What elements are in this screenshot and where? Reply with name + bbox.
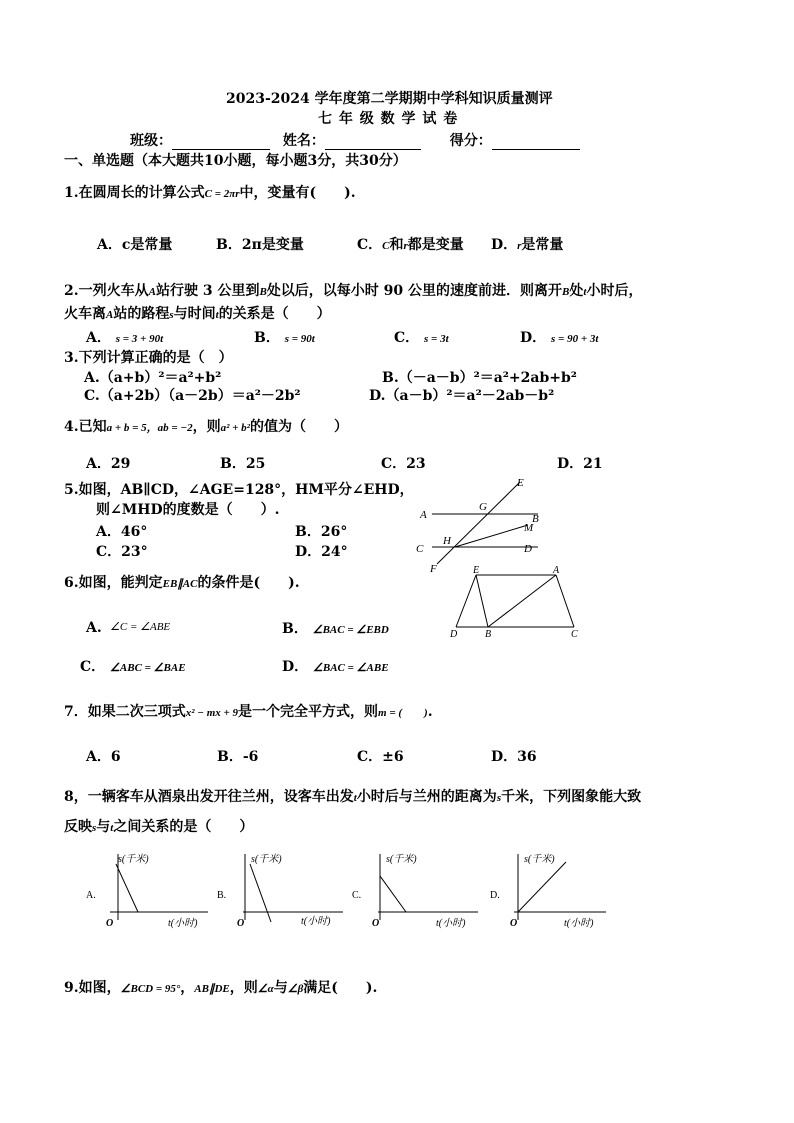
q6-opt-c-label: C． (80, 659, 106, 675)
q9-condition-2: AB∥DE (194, 983, 230, 995)
q2-t6: 火车离 (64, 306, 106, 322)
name-blank[interactable] (325, 135, 421, 150)
line-ac (556, 575, 574, 627)
q6-t2: 的条件是( ). (197, 575, 300, 591)
q8-t5: 与 (96, 819, 111, 835)
q2-t9: 的关系是（ ） (218, 306, 331, 322)
q8-t4: 反映 (64, 819, 92, 835)
q8-var-s2: s (92, 822, 97, 834)
fig6-label-c: C (571, 629, 578, 640)
q2-option-b[interactable] (254, 327, 315, 347)
fig5-label-b: B (532, 513, 539, 525)
q4-option-d[interactable]: D．21 (557, 456, 603, 472)
graph-c-x-axis: t(小时) (436, 918, 466, 929)
q5-option-c[interactable]: C．23° (96, 544, 148, 560)
question-3-stem: 3.下列计算正确的是（ ） (64, 350, 233, 366)
score-label: 得分： (449, 133, 492, 149)
question-6-stem (64, 572, 300, 592)
q8-var-t2: t (110, 822, 114, 834)
q3-option-b[interactable]: B.（－a－b）²＝a²+2ab+b² (382, 370, 577, 386)
class-label: 班级： (130, 133, 172, 149)
q2-opt-d-label: D． (520, 330, 547, 346)
question-7-stem (64, 701, 433, 721)
fig6-label-b: B (485, 629, 492, 640)
q2-opt-b-expr: s = 90t (284, 333, 315, 345)
q6-opt-c-expr: ∠ABC = ∠BAE (110, 662, 186, 674)
q1-opt-c-text: 都是变量 (407, 237, 464, 253)
q7-option-c[interactable]: C．±6 (357, 749, 404, 765)
q8-t3: 千米，下列图象能大致 (501, 789, 642, 805)
q6-t1: 6.如图，能判定 (64, 575, 163, 591)
q4-expression: a² + b² (220, 422, 250, 434)
q2-var-s1: s (169, 309, 174, 321)
q6-opt-b-label: B． (282, 621, 308, 637)
graph-a-label: A. (86, 890, 96, 901)
q2-opt-a-label: A． (86, 330, 111, 346)
q9-alpha: ∠α (257, 983, 274, 995)
q4-t1: 4.已知 (64, 419, 107, 435)
q9-condition-1: ∠BCD = 95° (120, 983, 181, 995)
q2-opt-c-expr: s = 3t (424, 333, 449, 345)
q1-text-b: 中，变量有( ). (239, 185, 356, 201)
q7-expression: x² − mx + 9 (185, 707, 239, 719)
q7-m: m = ( ) (378, 707, 428, 719)
q2-option-a[interactable] (86, 327, 163, 347)
q6-option-a-expr: ∠C = ∠ABE (110, 621, 171, 633)
graph-d-label: D. (490, 890, 500, 901)
q3-option-c[interactable]: C.（a+2b）（a－2b）＝a²－2b² (84, 388, 301, 404)
q4-t3: 的值为（ ） (249, 419, 348, 435)
line-eb (476, 575, 488, 627)
question-2-line-1 (64, 280, 642, 300)
q9-t3: 满足( ). (303, 980, 378, 996)
q7-option-a[interactable]: A．6 (86, 749, 121, 765)
fig5-label-c: C (416, 543, 424, 555)
question-4-stem (64, 416, 348, 436)
q1-text-a: 1.在圆周长的计算公式 (64, 185, 205, 201)
q8-graph-b[interactable] (215, 850, 355, 932)
graph-b-label: B. (217, 890, 227, 901)
q9-t1: 9.如图， (64, 980, 121, 996)
q2-t2: 站行驶 3 公里到 (155, 283, 260, 299)
line-de (456, 575, 476, 627)
q2-var-b2: B (562, 286, 570, 298)
q2-option-d[interactable] (520, 327, 598, 347)
q8-var-t1: t (353, 792, 357, 804)
question-8-line-1 (64, 786, 641, 806)
q2-opt-d-expr: s = 90 + 3t (551, 333, 599, 345)
q9-and: 与 (273, 980, 288, 996)
q8-graph-c[interactable] (350, 850, 490, 932)
q4-option-c[interactable]: C．23 (381, 456, 426, 472)
q6-option-c[interactable] (80, 656, 186, 676)
q1-formula: C = 2πr (204, 188, 240, 200)
student-info-row (130, 130, 580, 150)
q6-opt-a-label: A. (86, 620, 102, 636)
graph-b-origin: O (237, 918, 245, 929)
question-5-line-2: 则∠MHD的度数是（ ）. (96, 502, 280, 518)
graph-c-origin: O (372, 918, 380, 929)
line-ef (437, 482, 520, 564)
q7-t3: . (427, 704, 433, 720)
question-1-stem (64, 182, 356, 202)
q5-option-a[interactable]: A．46° (96, 524, 148, 540)
question-5-line-1: 5.如图，AB∥CD，∠AGE=128°，HM平分∠EHD， (64, 482, 414, 498)
graph-a-x-axis: t(小时) (168, 918, 198, 929)
q2-opt-b-label: B． (254, 330, 280, 346)
q2-t5: 小时后， (586, 283, 643, 299)
exam-title: 2023-2024 学年度第二学期期中学科知识质量测评 (226, 91, 553, 107)
graph-d-y-axis: s(千米) (524, 854, 555, 865)
class-blank[interactable] (172, 135, 270, 150)
q2-var-a2: A (106, 309, 114, 321)
q2-opt-c-label: C． (394, 330, 420, 346)
q3-option-d[interactable]: D.（a－b）²＝a²－2ab－b² (369, 388, 555, 404)
q8-graph-a[interactable] (80, 850, 220, 932)
q1-option-c[interactable] (357, 234, 464, 254)
fig5-label-a: A (420, 509, 427, 521)
q1-opt-c-and: 和 (389, 237, 404, 253)
q2-option-c[interactable] (394, 327, 449, 347)
q2-t1: 2.一列火车从 (64, 283, 149, 299)
fig5-label-h: H (443, 535, 451, 547)
q1-option-b[interactable]: B．2π是变量 (216, 237, 304, 253)
q8-t2: 小时后与兰州的距离为 (356, 789, 497, 805)
q5-option-d[interactable]: D．24° (295, 544, 348, 560)
q7-option-b[interactable]: B．-6 (217, 749, 259, 765)
q8-t1: 8，一辆客车从酒泉出发开往兰州，设客车出发 (64, 789, 354, 805)
q2-var-b1: B (259, 286, 267, 298)
q8-graph-d[interactable] (488, 850, 618, 932)
q2-t4: 处 (569, 283, 584, 299)
exam-subtitle: 七 年 级 数 学 试 卷 (318, 111, 459, 127)
question-9-stem (64, 977, 377, 997)
q1-opt-c-var-r: r (403, 240, 408, 252)
q1-opt-c-var-c: C (382, 240, 390, 252)
q7-t2: 是一个完全平方式，则 (238, 704, 379, 720)
q1-opt-d-label: D． (491, 237, 518, 253)
q6-opt-b-expr: ∠BAC = ∠EBD (312, 624, 389, 636)
q6-option-d[interactable] (282, 656, 389, 676)
q6-condition: EB∥AC (162, 578, 198, 590)
fig5-label-d: D (524, 543, 532, 555)
q1-option-a[interactable]: A．c是常量 (97, 237, 173, 253)
q2-var-t2: t (215, 309, 219, 321)
graph-c-y-axis: s(千米) (386, 854, 417, 865)
fig5-label-g: G (479, 501, 487, 513)
fig5-label-f: F (430, 563, 437, 575)
q4-option-a[interactable]: A．29 (86, 456, 131, 472)
q4-condition: a + b = 5，ab = −2 (106, 422, 193, 434)
graph-b-x-axis: t(小时) (301, 916, 331, 927)
q9-beta: ∠β (287, 983, 304, 995)
fig6-label-a: A (553, 565, 560, 576)
q7-option-d[interactable]: D．36 (491, 749, 537, 765)
q2-t8: 与时间 (173, 306, 216, 322)
line-ba (488, 575, 556, 627)
graph-c-label: C. (352, 890, 362, 901)
q6-option-b[interactable] (282, 618, 389, 638)
fig5-label-m: M (524, 522, 534, 534)
section-heading: 一、单选题（本大题共10小题，每小题3分，共30分） (64, 153, 407, 169)
q2-t3: 处以后，以每小时 90 公里的速度前进．则离开 (266, 283, 563, 299)
q4-option-b[interactable]: B．25 (220, 456, 266, 472)
q7-t1: 7．如果二次三项式 (64, 704, 186, 720)
question-8-line-2 (64, 816, 253, 836)
q6-option-a[interactable] (86, 620, 102, 636)
q9-t2: ，则 (229, 980, 258, 996)
q1-opt-d-var-r: r (517, 240, 522, 252)
q9-sep: ， (180, 980, 195, 996)
q2-opt-a-expr: s = 3 + 90t (115, 333, 164, 345)
q2-var-t1: t (583, 286, 587, 298)
fig6-label-d: D (450, 629, 458, 640)
q2-t7: 站的路程 (113, 306, 170, 322)
name-label: 姓名： (282, 133, 325, 149)
q8-var-s1: s (496, 792, 502, 804)
fig6-label-e: E (473, 565, 480, 576)
q4-t2: ，则 (192, 419, 221, 435)
graph-a-origin: O (106, 918, 114, 929)
q5-option-b[interactable]: B．26° (295, 524, 348, 540)
score-blank[interactable] (492, 135, 580, 150)
q6-opt-d-expr: ∠BAC = ∠ABE (313, 662, 389, 674)
q8-t6: 之间关系的是（ ） (113, 819, 254, 835)
fig5-label-e: E (517, 477, 524, 489)
question-2-line-2 (64, 303, 331, 323)
q1-opt-d-text: 是常量 (521, 237, 564, 253)
q1-option-d[interactable] (491, 234, 563, 254)
graph-a-y-axis: s(千米) (118, 854, 149, 865)
q2-var-a1: A (148, 286, 156, 298)
graph-b-y-axis: s(千米) (251, 854, 282, 865)
q6-trapezoid-figure (446, 565, 586, 641)
graph-d-x-axis: t(小时) (564, 918, 594, 929)
q1-opt-c-label: C． (357, 237, 383, 253)
graph-d-origin: O (510, 918, 518, 929)
q3-option-a[interactable]: A.（a+b）²＝a²+b² (84, 370, 222, 386)
q6-opt-d-label: D． (282, 659, 309, 675)
